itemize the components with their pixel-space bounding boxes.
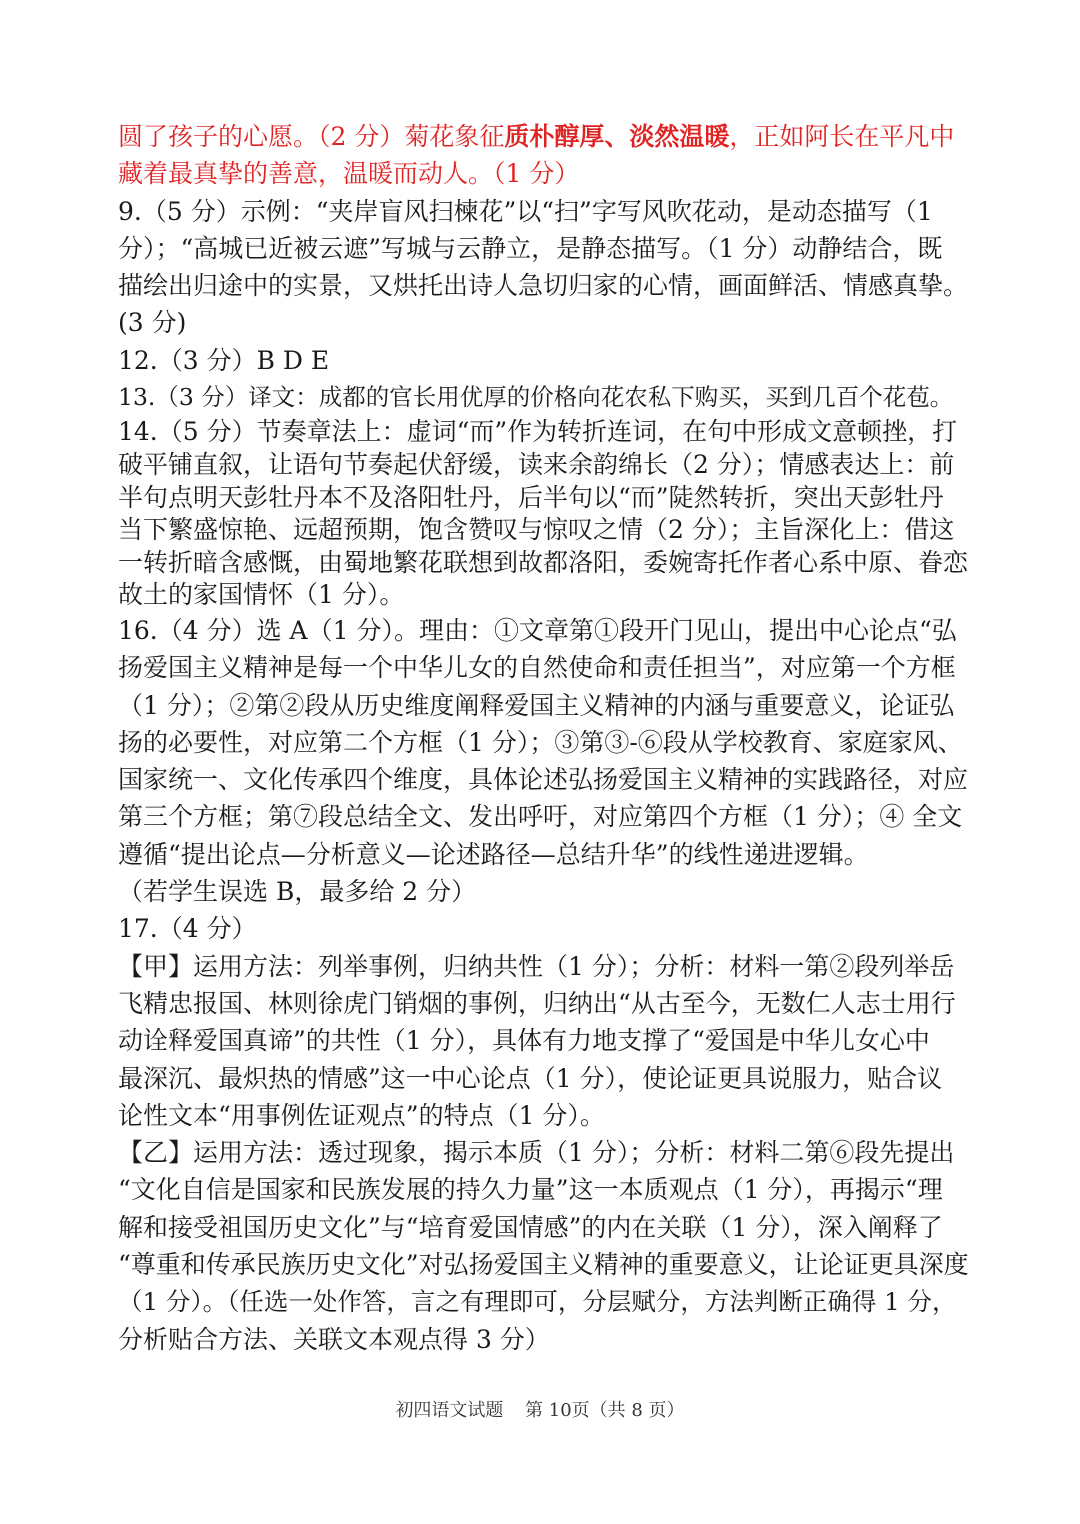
q17-jia-line: 【甲】运用方法：列举事例，归纳共性（1 分）；分析：材料一第②段列举岳 [118,951,955,981]
intro-line-2: 藏着最真挚的善意，温暖而动人。（1 分） [118,159,580,189]
footer-subject: 初四语文试题 [395,1400,504,1421]
q17-yi-line: 分析贴合方法、关联文本观点得 3 分） [118,1324,550,1354]
answer-page [118,118,970,1358]
q13-line: 13.（3 分）译文：成都的官长用优厚的价格向花农私下购买，买到几百个花苞。 [118,383,954,412]
q9-line: 9.（5 分）示例：“夹岸盲风扫楝花”以“扫”字写风吹花动，是动态描写（1 [118,196,933,226]
q17-yi-line: 解和接受祖国历史文化”与“培育爱国情感”的内在关联（1 分），深入阐释了 [118,1212,943,1242]
q14-line: 当下繁盛惊艳、远超预期，饱含赞叹与惊叹之情（2 分）；主旨深化上：借这 [118,515,955,545]
intro-text-bold: 质朴醇厚、淡然温暖 [504,122,730,151]
intro-text-c: ，正如阿长在平凡中 [729,122,955,151]
q17-jia-line: 飞精忠报国、林则徐虎门销烟的事例，归纳出“从古至今，无数仁人志士用行 [118,988,956,1018]
q16-line: （1 分）；②第②段从历史维度阐释爱国主义精神的内涵与重要意义，论证弘 [118,690,955,720]
q16-line: 遵循“提出论点—分析意义—论述路径—总结升华”的线性递进逻辑。 [118,839,869,869]
q9-line: 描绘出归途中的实景，又烘托出诗人急切归家的心情，画面鲜活、情感真挚。 [118,271,969,301]
q17-title: 17.（4 分） [118,914,257,944]
q12-line: 12.（3 分）B D E [118,345,330,375]
q14-line: 一转折暗含感慨，由蜀地繁花联想到故都洛阳，委婉寄托作者心系中原、眷恋 [118,547,969,577]
q16-line: 扬的必要性，对应第二个方框（1 分）；③第③-⑥段从学校教育、家庭家风、 [118,727,963,757]
q17-yi-line: “尊重和传承民族历史文化”对弘扬爱国主义精神的重要意义，让论证更具深度 [118,1249,969,1279]
intro-text-a: 圆了孩子的心愿。（2 分）菊花象征 [118,122,505,151]
intro-line-1 [118,118,970,155]
answer-q16 [118,612,970,910]
q16-line: （若学生误选 B，最多给 2 分） [118,877,477,907]
q14-line: 半句点明天彭牡丹本不及洛阳牡丹，后半句以“而”陡然转折，突出天彭牡丹 [118,482,944,512]
q9-line: 分）；“高城已近被云遮”写城与云静立，是静态描写。（1 分）动静结合，既 [118,233,943,263]
q16-line: 国家统一、文化传承四个维度，具体论述弘扬爱国主义精神的实践路径，对应 [118,765,969,795]
q17-jia-line: 最深沉、最炽热的情感”这一中心论点（1 分），使论证更具说服力，贴合议 [118,1063,943,1093]
q16-line: 16.（4 分）选 A（1 分）。理由：①文章第①段开门见山，提出中心论点“弘 [118,615,957,645]
q16-line: 第三个方框；第⑦段总结全文、发出呼吁，对应第四个方框（1 分）；④ 全文 [118,802,963,832]
footer-page-number: 第 10页（共 8 页） [525,1400,685,1421]
q14-line: 故土的家国情怀（1 分）。 [118,580,405,610]
q9-line: (3 分) [118,308,187,338]
q17-jia-line: 论性文本“用事例佐证观点”的特点（1 分）。 [118,1100,605,1130]
page-footer [0,1396,1080,1422]
intro-red-block [118,118,970,193]
answer-q14 [118,416,970,612]
q14-line: 14.（5 分）节奏章法上：虚词“而”作为转折连词，在句中形成文意顿挫，打 [118,417,958,447]
answer-q12 [118,342,970,379]
q17-yi-line: 【乙】运用方法：透过现象，揭示本质（1 分）；分析：材料二第⑥段先提出 [118,1138,955,1168]
q14-line: 破平铺直叙，让语句节奏起伏舒缓，读来余韵绵长（2 分）；情感表达上：前 [118,449,955,479]
q17-yi-line: “文化自信是国家和民族发展的持久力量”这一本质观点（1 分），再揭示“理 [118,1175,943,1205]
q17-jia-line: 动诠释爱国真谛”的共性（1 分），具体有力地支撑了“爱国是中华儿女心中 [118,1026,930,1056]
answer-q9 [118,193,970,342]
q17-yi-line: （1 分）。（任选一处作答，言之有理即可，分层赋分，方法判断正确得 1 分， [118,1287,957,1317]
answer-q13 [118,379,970,416]
answer-q17 [118,910,970,1358]
q16-line: 扬爱国主义精神是每一个中华儿女的自然使命和责任担当”，对应第一个方框 [118,653,956,683]
